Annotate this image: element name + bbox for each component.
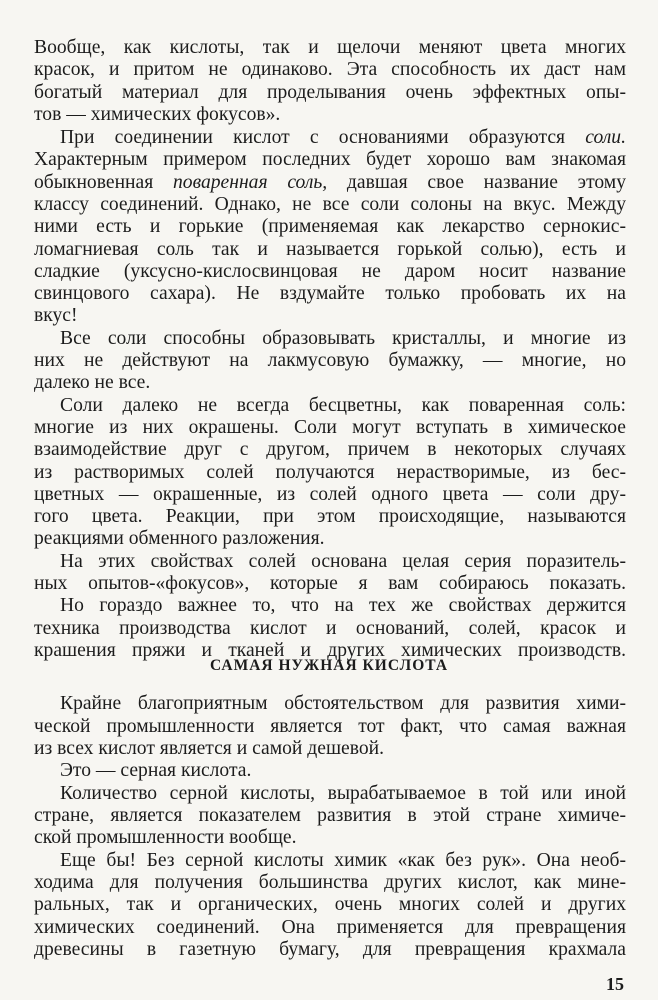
text-line: ных опытов-«фокусов», которые я вам собираюсь показать.	[34, 573, 626, 594]
text-line: древесины в газетную бумагу, для превращения крахмала	[34, 939, 626, 960]
text-line: ними есть и горькие (применяемая как лекарство сернокис-	[34, 216, 626, 237]
text-line: химических соединений. Она применяется для превращения	[34, 917, 626, 938]
text-line: Количество серной кислоты, вырабатываемое в той или иной	[60, 783, 626, 804]
text-line: из всех кислот является и самой дешевой.	[34, 738, 385, 759]
text-line: Еще бы! Без серной кислоты химик «как без рук». Она необ-	[60, 850, 626, 871]
text-line: ломагниевая соль так и называется горькой солью), есть и	[34, 239, 626, 260]
text-line: крашения пряжи и тканей и других химических производств.	[34, 640, 626, 661]
text-line: Соли далеко не всегда бесцветны, как поваренная соль:	[60, 395, 626, 416]
text-line: тов — химических фокусов».	[34, 104, 281, 125]
page-number: 15	[606, 974, 624, 994]
text-line: ходима для получения большинства других кислот, как мине-	[34, 872, 626, 893]
text-line: Все соли способны образовывать кристаллы, и многие из	[60, 328, 626, 349]
text-line: красок, и притом не одинаково. Эта способность их даст нам	[34, 59, 626, 80]
text-line: На этих свойствах солей основана целая серия поразитель-	[60, 551, 626, 572]
text-line: многие из них окрашены. Соли могут вступать в химическое	[34, 417, 626, 438]
text-line: сладкие (уксусно-кислосвинцовая не даром носит название	[34, 261, 626, 282]
section-heading: САМАЯ НУЖНАЯ КИСЛОТА	[209, 657, 449, 674]
text-line: реакциями обменного разложения.	[34, 528, 325, 549]
text-line: них не действуют на лакмусовую бумажку, — многие, но	[34, 350, 626, 371]
text-line: Это — серная кислота.	[60, 760, 252, 781]
text-line: богатый материал для проделывания очень эффектных опы-	[34, 82, 626, 103]
text-line: вкус!	[34, 305, 78, 326]
text-line: далеко не все.	[34, 372, 151, 393]
text-line: свинцового сахара). Не вздумайте только пробовать их на	[34, 283, 626, 304]
text-line: стране, является показателем развития в этой стране химиче-	[34, 805, 626, 826]
text-line: Характерным примером последних будет хорошо вам знакомая	[34, 149, 626, 170]
text-line: цветных — окрашенные, из солей одного цвета — соли дру-	[34, 484, 626, 505]
text-line: обыкновенная поваренная соль, давшая свое название этому	[34, 172, 626, 193]
text-line: взаимодействие друг с другом, причем в некоторых случаях	[34, 439, 626, 460]
text-line: техника производства кислот и оснований, солей, красок и	[34, 618, 626, 639]
text-line: из растворимых солей получаются нерастворимые, из бес-	[34, 462, 626, 483]
text-line: гого цвета. Реакции, при этом происходящие, называются	[34, 506, 626, 527]
text-line: Но гораздо важнее то, что на тех же свойствах держится	[60, 595, 626, 616]
text-line: ческой промышленности является тот факт, что самая важная	[34, 716, 626, 737]
text-line: Крайне благоприятным обстоятельством для развития хими-	[60, 693, 626, 714]
text-line: При соединении кислот с основаниями образуются соли.	[60, 127, 626, 148]
text-line: классу соединений. Однако, не все соли солоны на вкус. Между	[34, 194, 626, 215]
text-line: ской промышленности вообще.	[34, 827, 297, 848]
text-line: Вообще, как кислоты, так и щелочи меняют цвета многих	[34, 37, 626, 58]
text-line: ральных, так и органических, очень многих солей и других	[34, 894, 626, 915]
